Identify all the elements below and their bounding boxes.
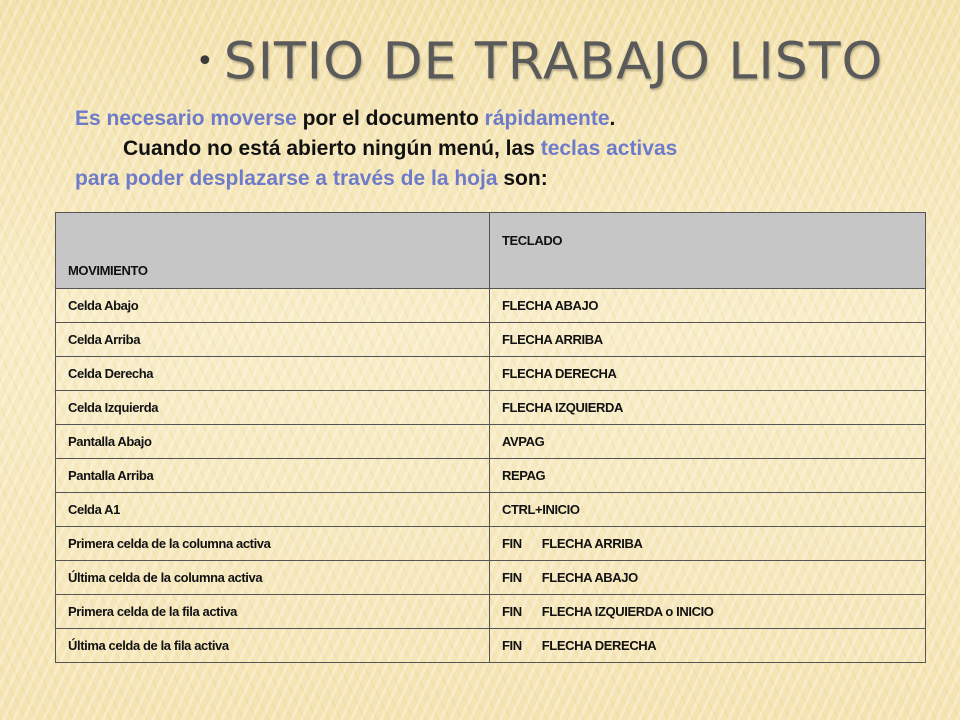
intro-text: por el documento — [296, 107, 485, 130]
intro-highlight: teclas activas — [540, 137, 678, 160]
title-bullet: • — [196, 44, 214, 79]
movement-cell: Pantalla Abajo — [56, 425, 490, 459]
column-header-teclado: TECLADO — [490, 213, 926, 289]
table-row — [56, 459, 926, 493]
key-primary: FLECHA ARRIBA — [502, 332, 603, 347]
intro-text: son: — [497, 167, 548, 190]
movement-cell: Celda Abajo — [56, 289, 490, 323]
column-header-movimiento: MOVIMIENTO — [56, 213, 490, 289]
key-primary: FIN — [502, 536, 522, 551]
movement-cell: Celda A1 — [56, 493, 490, 527]
movement-cell: Celda Arriba — [56, 323, 490, 357]
key-cell — [490, 357, 926, 391]
movement-cell: Celda Izquierda — [56, 391, 490, 425]
table-row — [56, 289, 926, 323]
slide-title — [196, 30, 883, 94]
key-secondary: FLECHA IZQUIERDA o INICIO — [541, 604, 714, 619]
key-primary: FIN — [502, 604, 522, 619]
table-row — [56, 629, 926, 663]
movement-cell: Celda Derecha — [56, 357, 490, 391]
key-primary: FIN — [502, 638, 522, 653]
key-primary: FIN — [502, 570, 522, 585]
key-secondary: FLECHA ARRIBA — [541, 536, 643, 551]
key-primary: FLECHA DERECHA — [502, 366, 617, 381]
movement-cell: Última celda de la columna activa — [56, 561, 490, 595]
key-cell — [490, 527, 926, 561]
intro-highlight: para poder desplazarse a través de la hoja — [75, 167, 498, 190]
table-row — [56, 595, 926, 629]
key-primary: FLECHA ABAJO — [502, 298, 599, 313]
key-cell — [490, 425, 926, 459]
key-cell — [490, 595, 926, 629]
intro-highlight: Es necesario moverse — [75, 107, 297, 130]
intro-text: Cuando no está abierto ningún menú, las — [123, 137, 541, 160]
key-cell — [490, 323, 926, 357]
table-row — [56, 391, 926, 425]
table-row — [56, 493, 926, 527]
movement-cell: Primera celda de la columna activa — [56, 527, 490, 561]
table-header-row — [56, 213, 926, 289]
key-cell — [490, 391, 926, 425]
key-cell — [490, 459, 926, 493]
key-cell — [490, 561, 926, 595]
table-row — [56, 323, 926, 357]
movement-cell: Pantalla Arriba — [56, 459, 490, 493]
key-cell — [490, 629, 926, 663]
movement-cell: Primera celda de la fila activa — [56, 595, 490, 629]
page-title: SITIO DE TRABAJO LISTO — [223, 32, 884, 92]
key-cell — [490, 493, 926, 527]
key-primary: FLECHA IZQUIERDA — [502, 400, 623, 415]
key-primary: REPAG — [502, 468, 546, 483]
key-primary: CTRL+INICIO — [502, 502, 580, 517]
key-primary: AVPAG — [502, 434, 545, 449]
key-secondary: FLECHA DERECHA — [541, 638, 657, 653]
table-row — [56, 527, 926, 561]
intro-text: . — [609, 107, 616, 130]
table-row — [56, 425, 926, 459]
movement-cell: Última celda de la fila activa — [56, 629, 490, 663]
keyboard-shortcuts-table — [55, 212, 926, 663]
intro-highlight: rápidamente — [484, 107, 610, 130]
table-row — [56, 357, 926, 391]
intro-paragraph — [75, 104, 875, 194]
key-cell — [490, 289, 926, 323]
table-row — [56, 561, 926, 595]
key-secondary: FLECHA ABAJO — [541, 570, 638, 585]
table-body — [56, 289, 926, 663]
